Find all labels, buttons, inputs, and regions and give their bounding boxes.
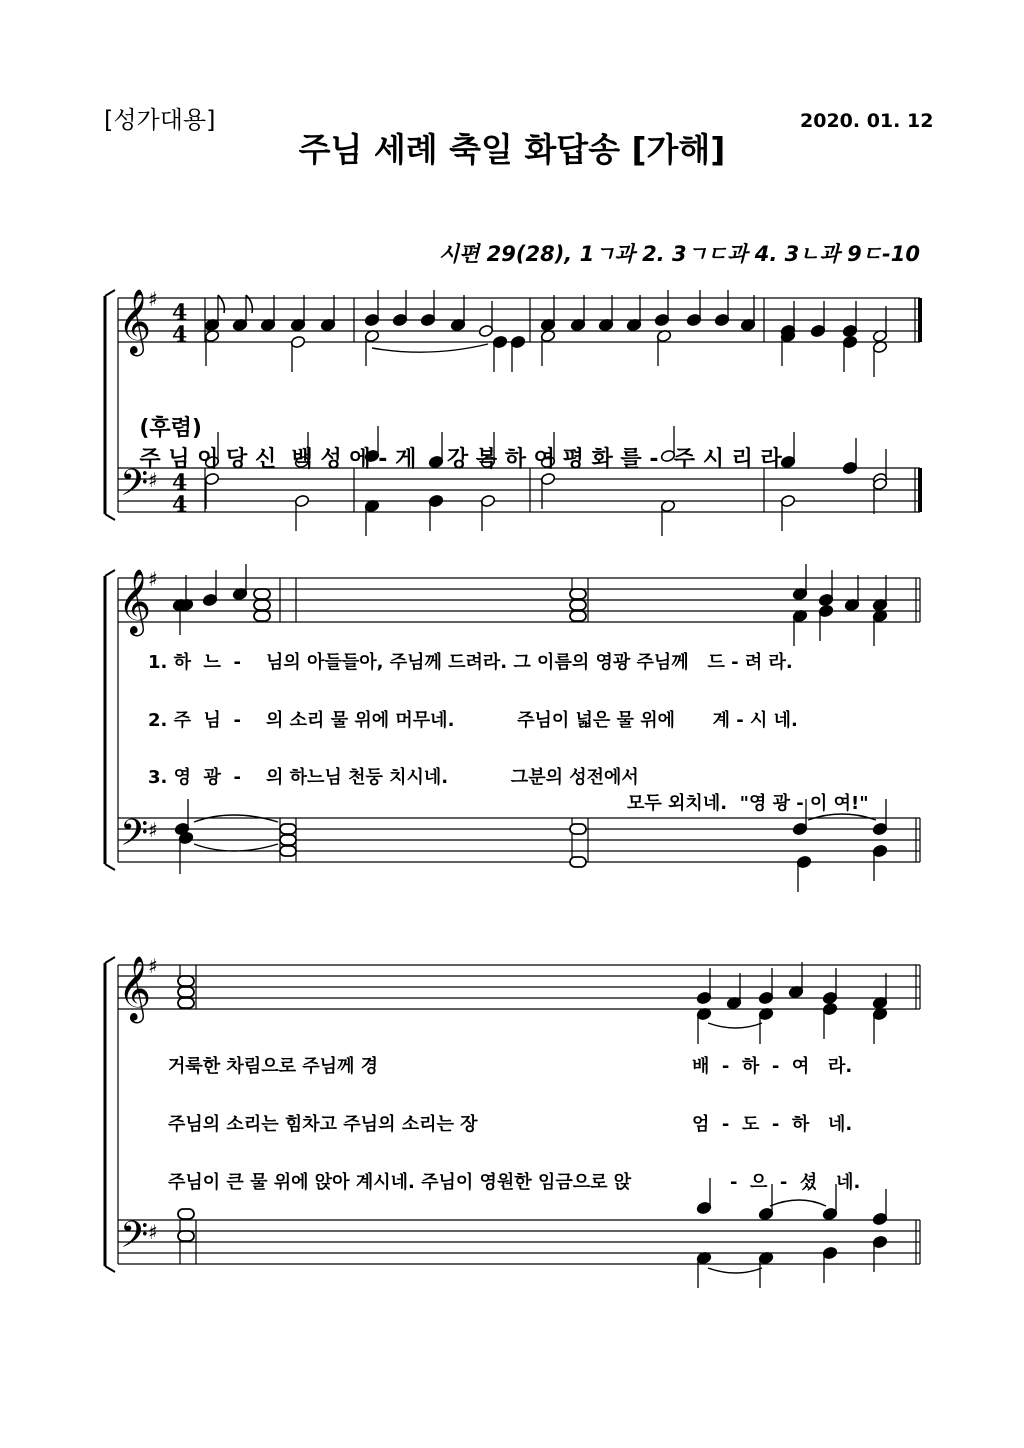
- note-head: [872, 1007, 887, 1044]
- note-head: [204, 295, 219, 332]
- note-head: [872, 609, 887, 646]
- whole-note: [570, 611, 586, 621]
- note-head: [696, 1251, 711, 1288]
- note-head: [294, 494, 309, 531]
- whole-note: [570, 824, 586, 834]
- note-head: [392, 290, 407, 327]
- note-head: [872, 1189, 887, 1226]
- whole-note: [570, 589, 586, 599]
- sharp-icon: ♯: [148, 1220, 158, 1244]
- note-head: [822, 968, 837, 1005]
- note-head: [792, 609, 807, 646]
- note-head: [420, 290, 435, 327]
- note-head: [364, 499, 379, 536]
- note-head: [364, 329, 379, 366]
- whole-note: [254, 611, 270, 621]
- note-head: [822, 1002, 837, 1039]
- bass-clef-icon: 𝄢: [120, 812, 149, 863]
- note-head: [492, 335, 507, 372]
- note-head: [598, 295, 613, 332]
- note-head: [178, 598, 193, 635]
- sharp-icon: ♯: [148, 818, 158, 842]
- note-head: [290, 295, 305, 332]
- verse-1-line-a: 1. 하 느 - 님의 아들들아, 주님께 드려라. 그 이름의 영광 주님께 드 - 려 라.: [148, 652, 793, 673]
- note-head: [654, 290, 669, 327]
- whole-note: [178, 976, 194, 986]
- bass-clef-icon: 𝄢: [120, 1214, 149, 1265]
- note-head: [660, 499, 675, 536]
- whole-note: [178, 1209, 194, 1219]
- refrain-text: 주 님 이 당 신 백 성 에 - 게 강 복 하 여 평 화 를 - 주 시 리 라.: [139, 447, 791, 472]
- note-head: [872, 973, 887, 1010]
- note-head: [320, 295, 335, 332]
- note-head: [818, 604, 833, 641]
- whole-note: [254, 589, 270, 599]
- note-head: [204, 329, 219, 366]
- psalm-reference: 시편 29(28), 1ㄱ과 2. 3ㄱㄷ과 4. 3ㄴ과 9ㄷ-10: [438, 242, 920, 266]
- note-head: [842, 438, 857, 475]
- note-head: [204, 472, 219, 509]
- note-head: [714, 290, 729, 327]
- verse-2-line-a: 2. 주 님 - 의 소리 물 위에 머무네. 주님이 넓은 물 위에 계 - 시 네.: [148, 710, 798, 731]
- verse-3-line-a: 3. 영 광 - 의 하느님 천둥 치시네. 그분의 성전에서: [148, 767, 639, 788]
- verse-1-line-b-end: 배 - 하 - 여 라.: [692, 1056, 853, 1077]
- note-head: [872, 1235, 887, 1272]
- note-head: [696, 1007, 711, 1044]
- note-head: [450, 295, 465, 332]
- note-head: [510, 335, 525, 372]
- note-head: [290, 335, 305, 372]
- note-head: [364, 290, 379, 327]
- note-head: [696, 968, 711, 1005]
- whole-note: [280, 835, 296, 845]
- note-head: [842, 335, 857, 372]
- note-head: [872, 575, 887, 612]
- verse-1-line-b: 거룩한 차림으로 주님께 경: [168, 1056, 379, 1077]
- note-head: [796, 855, 811, 892]
- note-head: [726, 973, 741, 1010]
- note-head: [872, 306, 887, 343]
- note-head: [478, 301, 493, 338]
- sharp-icon: ♯: [148, 468, 158, 492]
- bass-staff-3: [118, 1220, 920, 1264]
- time-signature-top: 4: [172, 470, 188, 496]
- note-head: [872, 799, 887, 836]
- bass-clef-icon: 𝄢: [120, 462, 149, 513]
- note-head: [872, 477, 887, 514]
- treble-clef-icon: 𝄞: [118, 289, 152, 354]
- note-head: [810, 301, 825, 338]
- whole-note: [280, 824, 296, 834]
- whole-note: [254, 600, 270, 610]
- treble-clef-icon: 𝄞: [118, 956, 152, 1021]
- sharp-icon: ♯: [148, 567, 158, 591]
- note-head: [570, 295, 585, 332]
- verse-2-line-b-end: 엄 - 도 - 하 네.: [692, 1114, 853, 1135]
- whole-note: [570, 600, 586, 610]
- verse-3-line-b-end: - 으 - 셨 네.: [730, 1172, 861, 1193]
- note-head: [626, 295, 641, 332]
- time-signature-top: 4: [172, 300, 188, 326]
- page-title: 주님 세례 축일 화답송 [가해]: [298, 130, 726, 169]
- sharp-icon: ♯: [148, 954, 158, 978]
- note-head: [740, 295, 755, 332]
- note-head: [174, 799, 189, 836]
- note-head: [818, 570, 833, 607]
- note-head: [540, 329, 555, 366]
- note-head: [780, 494, 795, 531]
- treble-clef-icon: 𝄞: [118, 569, 152, 634]
- note-head: [872, 340, 887, 377]
- sharp-icon: ♯: [148, 287, 158, 311]
- verse-2-line-b: 주님의 소리는 힘차고 주님의 소리는 장: [168, 1114, 478, 1135]
- refrain-label: (후렴): [139, 416, 202, 441]
- whole-note: [178, 987, 194, 997]
- note-head: [758, 1007, 773, 1044]
- note-head: [232, 564, 247, 601]
- verse-3-line-a-cont: 모두 외치네. "영 광 - 이 여!": [627, 793, 869, 814]
- note-head: [178, 831, 193, 874]
- note-head: [480, 494, 495, 531]
- note-head: [822, 1246, 837, 1283]
- note-head: [540, 295, 555, 332]
- note-head: [844, 575, 859, 612]
- note-head: [758, 968, 773, 1005]
- refrain-lyrics: [124, 386, 790, 473]
- whole-note: [570, 857, 586, 867]
- note-head: [428, 494, 443, 531]
- note-head: [758, 1251, 773, 1288]
- note-head: [696, 1178, 711, 1215]
- whole-note: [280, 846, 296, 856]
- whole-note: [178, 1231, 194, 1241]
- note-head: [232, 295, 247, 332]
- time-signature-bottom: 4: [172, 322, 188, 348]
- time-signature-bottom: 4: [172, 492, 188, 518]
- note-head: [872, 844, 887, 881]
- note-head: [260, 295, 275, 332]
- choir-tag: [성가대용]: [104, 106, 216, 134]
- note-head: [780, 329, 795, 366]
- note-head: [686, 290, 701, 327]
- note-head: [842, 301, 857, 338]
- note-head: [656, 329, 671, 366]
- note-head: [540, 472, 555, 509]
- whole-note: [178, 998, 194, 1008]
- verse-3-line-b: 주님이 큰 물 위에 앉아 계시네. 주님이 영원한 임금으로 앉: [168, 1172, 632, 1193]
- note-head: [202, 570, 217, 607]
- note-head: [788, 962, 803, 999]
- date-label: 2020. 01. 12: [800, 110, 934, 132]
- bass-staff-1: [118, 468, 920, 512]
- note-head: [792, 564, 807, 601]
